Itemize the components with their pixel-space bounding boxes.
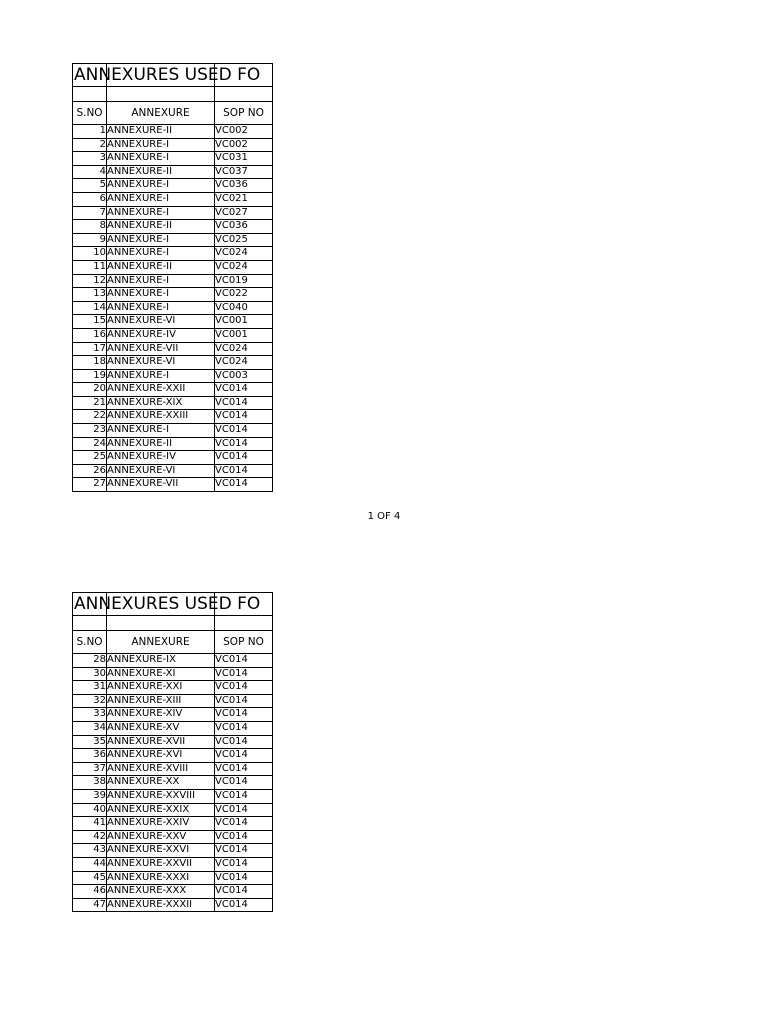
row-sop-no: VC014 bbox=[215, 749, 273, 763]
row-sop-no: VC014 bbox=[215, 735, 273, 749]
header-annexure: ANNEXURE bbox=[107, 631, 215, 654]
table-row bbox=[73, 328, 273, 342]
table-row bbox=[73, 694, 273, 708]
row-sop-no: VC014 bbox=[215, 694, 273, 708]
row-sno: 21 bbox=[73, 396, 107, 410]
row-sno: 24 bbox=[73, 437, 107, 451]
row-sop-no: VC031 bbox=[215, 152, 273, 166]
row-annexure: ANNEXURE-XIX bbox=[107, 396, 215, 410]
row-annexure: ANNEXURE-II bbox=[107, 125, 215, 139]
table-row bbox=[73, 437, 273, 451]
row-annexure: ANNEXURE-I bbox=[107, 179, 215, 193]
row-annexure: ANNEXURE-XXI bbox=[107, 681, 215, 695]
row-sno: 43 bbox=[73, 844, 107, 858]
row-sno: 35 bbox=[73, 735, 107, 749]
row-sno: 47 bbox=[73, 898, 107, 912]
row-sop-no: VC014 bbox=[215, 667, 273, 681]
table-row bbox=[73, 165, 273, 179]
row-annexure: ANNEXURE-XXV bbox=[107, 830, 215, 844]
row-sno: 8 bbox=[73, 220, 107, 234]
row-sop-no: VC036 bbox=[215, 179, 273, 193]
row-annexure: ANNEXURE-XI bbox=[107, 667, 215, 681]
table-row bbox=[73, 830, 273, 844]
table-row bbox=[73, 762, 273, 776]
table-row bbox=[73, 898, 273, 912]
table-body bbox=[73, 125, 273, 492]
row-sop-no: VC019 bbox=[215, 274, 273, 288]
table-row bbox=[73, 464, 273, 478]
row-sno: 1 bbox=[73, 125, 107, 139]
table-row bbox=[73, 356, 273, 370]
table-row bbox=[73, 274, 273, 288]
table-row bbox=[73, 396, 273, 410]
table-row bbox=[73, 206, 273, 220]
row-sop-no: VC014 bbox=[215, 437, 273, 451]
row-sno: 40 bbox=[73, 803, 107, 817]
row-sop-no: VC014 bbox=[215, 871, 273, 885]
row-sno: 25 bbox=[73, 451, 107, 465]
row-sop-no: VC014 bbox=[215, 410, 273, 424]
row-annexure: ANNEXURE-I bbox=[107, 301, 215, 315]
table-row bbox=[73, 667, 273, 681]
blank-cell bbox=[215, 87, 273, 102]
row-sop-no: VC014 bbox=[215, 464, 273, 478]
table-row bbox=[73, 342, 273, 356]
row-annexure: ANNEXURE-VI bbox=[107, 356, 215, 370]
header-sno: S.NO bbox=[73, 102, 107, 125]
table-row bbox=[73, 288, 273, 302]
row-annexure: ANNEXURE-XXVIII bbox=[107, 789, 215, 803]
table-row bbox=[73, 708, 273, 722]
row-annexure: ANNEXURE-XIV bbox=[107, 708, 215, 722]
table-row bbox=[73, 410, 273, 424]
table-row bbox=[73, 885, 273, 899]
row-annexure: ANNEXURE-VII bbox=[107, 478, 215, 492]
annexure-table-page-2 bbox=[72, 592, 272, 912]
row-sop-no: VC014 bbox=[215, 451, 273, 465]
row-sop-no: VC002 bbox=[215, 138, 273, 152]
row-sno: 44 bbox=[73, 857, 107, 871]
table-row bbox=[73, 152, 273, 166]
row-annexure: ANNEXURE-XXX bbox=[107, 885, 215, 899]
table-row bbox=[73, 233, 273, 247]
row-annexure: ANNEXURE-XXXII bbox=[107, 898, 215, 912]
row-sno: 33 bbox=[73, 708, 107, 722]
row-annexure: ANNEXURE-XV bbox=[107, 721, 215, 735]
header-row bbox=[73, 631, 273, 654]
table-row bbox=[73, 220, 273, 234]
blank-cell bbox=[107, 616, 215, 631]
title-cell-blank bbox=[107, 593, 215, 616]
row-sno: 31 bbox=[73, 681, 107, 695]
row-annexure: ANNEXURE-I bbox=[107, 424, 215, 438]
blank-cell bbox=[73, 87, 107, 102]
table-row bbox=[73, 301, 273, 315]
header-annexure: ANNEXURE bbox=[107, 102, 215, 125]
row-sop-no: VC014 bbox=[215, 898, 273, 912]
table-row bbox=[73, 803, 273, 817]
row-sop-no: VC027 bbox=[215, 206, 273, 220]
table-row bbox=[73, 844, 273, 858]
row-sno: 42 bbox=[73, 830, 107, 844]
row-sop-no: VC014 bbox=[215, 830, 273, 844]
row-annexure: ANNEXURE-XVII bbox=[107, 735, 215, 749]
row-sop-no: VC024 bbox=[215, 247, 273, 261]
row-sno: 13 bbox=[73, 288, 107, 302]
blank-cell bbox=[215, 616, 273, 631]
row-sop-no: VC014 bbox=[215, 817, 273, 831]
row-sno: 23 bbox=[73, 424, 107, 438]
row-sno: 4 bbox=[73, 165, 107, 179]
row-sno: 6 bbox=[73, 192, 107, 206]
blank-cell bbox=[73, 616, 107, 631]
title-cell-blank bbox=[215, 64, 273, 87]
table-row bbox=[73, 789, 273, 803]
row-annexure: ANNEXURE-II bbox=[107, 220, 215, 234]
row-sno: 22 bbox=[73, 410, 107, 424]
header-row bbox=[73, 102, 273, 125]
table-row bbox=[73, 817, 273, 831]
blank-row bbox=[73, 616, 273, 631]
table-row bbox=[73, 478, 273, 492]
table-row bbox=[73, 654, 273, 668]
row-annexure: ANNEXURE-VII bbox=[107, 342, 215, 356]
row-annexure: ANNEXURE-II bbox=[107, 165, 215, 179]
row-sno: 2 bbox=[73, 138, 107, 152]
row-sno: 20 bbox=[73, 383, 107, 397]
row-sno: 39 bbox=[73, 789, 107, 803]
row-annexure: ANNEXURE-XX bbox=[107, 776, 215, 790]
row-sno: 30 bbox=[73, 667, 107, 681]
row-sno: 10 bbox=[73, 247, 107, 261]
title-cell-blank bbox=[107, 64, 215, 87]
row-annexure: ANNEXURE-I bbox=[107, 152, 215, 166]
row-sno: 45 bbox=[73, 871, 107, 885]
row-sno: 14 bbox=[73, 301, 107, 315]
row-sno: 16 bbox=[73, 328, 107, 342]
row-sop-no: VC003 bbox=[215, 369, 273, 383]
table-row bbox=[73, 735, 273, 749]
row-annexure: ANNEXURE-XXVII bbox=[107, 857, 215, 871]
row-sno: 26 bbox=[73, 464, 107, 478]
table-row bbox=[73, 369, 273, 383]
table-row bbox=[73, 383, 273, 397]
row-sop-no: VC014 bbox=[215, 478, 273, 492]
row-sno: 38 bbox=[73, 776, 107, 790]
row-annexure: ANNEXURE-XXVI bbox=[107, 844, 215, 858]
table-row bbox=[73, 260, 273, 274]
row-sop-no: VC022 bbox=[215, 288, 273, 302]
blank-cell bbox=[107, 87, 215, 102]
annexure-table bbox=[72, 592, 273, 912]
row-sno: 46 bbox=[73, 885, 107, 899]
row-annexure: ANNEXURE-XIII bbox=[107, 694, 215, 708]
row-annexure: ANNEXURE-I bbox=[107, 192, 215, 206]
row-sno: 3 bbox=[73, 152, 107, 166]
row-annexure: ANNEXURE-VI bbox=[107, 464, 215, 478]
row-annexure: ANNEXURE-II bbox=[107, 260, 215, 274]
title-row bbox=[73, 64, 273, 87]
row-sno: 27 bbox=[73, 478, 107, 492]
row-sop-no: VC014 bbox=[215, 776, 273, 790]
row-sno: 18 bbox=[73, 356, 107, 370]
row-sop-no: VC036 bbox=[215, 220, 273, 234]
row-sno: 17 bbox=[73, 342, 107, 356]
row-sop-no: VC002 bbox=[215, 125, 273, 139]
header-sop-no: SOP NO bbox=[215, 102, 273, 125]
row-sno: 34 bbox=[73, 721, 107, 735]
table-row bbox=[73, 179, 273, 193]
table-body bbox=[73, 654, 273, 912]
row-sno: 12 bbox=[73, 274, 107, 288]
table-row bbox=[73, 721, 273, 735]
row-annexure: ANNEXURE-II bbox=[107, 437, 215, 451]
row-annexure: ANNEXURE-I bbox=[107, 288, 215, 302]
row-sop-no: VC014 bbox=[215, 844, 273, 858]
annexure-table-page-1 bbox=[72, 63, 272, 492]
table-row bbox=[73, 125, 273, 139]
row-annexure: ANNEXURE-IV bbox=[107, 451, 215, 465]
row-sop-no: VC014 bbox=[215, 396, 273, 410]
row-sop-no: VC025 bbox=[215, 233, 273, 247]
table-row bbox=[73, 871, 273, 885]
sheet-title: ANNEXURES USED FO bbox=[74, 65, 261, 85]
row-sno: 5 bbox=[73, 179, 107, 193]
row-sop-no: VC014 bbox=[215, 708, 273, 722]
row-sop-no: VC014 bbox=[215, 857, 273, 871]
row-sno: 41 bbox=[73, 817, 107, 831]
row-sno: 32 bbox=[73, 694, 107, 708]
row-annexure: ANNEXURE-XVIII bbox=[107, 762, 215, 776]
row-sno: 11 bbox=[73, 260, 107, 274]
title-cell-blank bbox=[215, 593, 273, 616]
row-sno: 15 bbox=[73, 315, 107, 329]
row-annexure: ANNEXURE-I bbox=[107, 274, 215, 288]
annexure-table bbox=[72, 63, 273, 492]
table-row bbox=[73, 424, 273, 438]
row-sno: 19 bbox=[73, 369, 107, 383]
row-sop-no: VC014 bbox=[215, 789, 273, 803]
table-row bbox=[73, 451, 273, 465]
row-annexure: ANNEXURE-XXXI bbox=[107, 871, 215, 885]
row-sop-no: VC014 bbox=[215, 762, 273, 776]
sheet-title: ANNEXURES USED FO bbox=[74, 594, 261, 614]
row-sop-no: VC021 bbox=[215, 192, 273, 206]
row-sop-no: VC014 bbox=[215, 654, 273, 668]
table-row bbox=[73, 192, 273, 206]
row-annexure: ANNEXURE-I bbox=[107, 138, 215, 152]
row-sop-no: VC014 bbox=[215, 721, 273, 735]
table-row bbox=[73, 315, 273, 329]
table-row bbox=[73, 749, 273, 763]
row-sop-no: VC014 bbox=[215, 803, 273, 817]
row-sop-no: VC014 bbox=[215, 383, 273, 397]
row-sno: 36 bbox=[73, 749, 107, 763]
row-sop-no: VC014 bbox=[215, 681, 273, 695]
row-sop-no: VC001 bbox=[215, 328, 273, 342]
row-sno: 7 bbox=[73, 206, 107, 220]
title-row bbox=[73, 593, 273, 616]
row-sop-no: VC024 bbox=[215, 342, 273, 356]
row-sno: 37 bbox=[73, 762, 107, 776]
table-row bbox=[73, 857, 273, 871]
row-annexure: ANNEXURE-I bbox=[107, 247, 215, 261]
row-annexure: ANNEXURE-IV bbox=[107, 328, 215, 342]
table-row bbox=[73, 138, 273, 152]
row-annexure: ANNEXURE-XXII bbox=[107, 383, 215, 397]
row-sop-no: VC024 bbox=[215, 356, 273, 370]
row-annexure: ANNEXURE-I bbox=[107, 369, 215, 383]
table-row bbox=[73, 247, 273, 261]
row-annexure: ANNEXURE-XXIII bbox=[107, 410, 215, 424]
title-cell bbox=[73, 64, 261, 87]
row-annexure: ANNEXURE-IX bbox=[107, 654, 215, 668]
row-sop-no: VC040 bbox=[215, 301, 273, 315]
row-annexure: ANNEXURE-I bbox=[107, 206, 215, 220]
row-sop-no: VC014 bbox=[215, 424, 273, 438]
row-sno: 9 bbox=[73, 233, 107, 247]
header-sop-no: SOP NO bbox=[215, 631, 273, 654]
table-row bbox=[73, 681, 273, 695]
blank-row bbox=[73, 87, 273, 102]
row-annexure: ANNEXURE-XXIV bbox=[107, 817, 215, 831]
row-sop-no: VC037 bbox=[215, 165, 273, 179]
page-number-label: 1 OF 4 bbox=[367, 511, 401, 522]
row-annexure: ANNEXURE-XXIX bbox=[107, 803, 215, 817]
header-sno: S.NO bbox=[73, 631, 107, 654]
row-annexure: ANNEXURE-I bbox=[107, 233, 215, 247]
row-sop-no: VC001 bbox=[215, 315, 273, 329]
row-annexure: ANNEXURE-VI bbox=[107, 315, 215, 329]
row-sop-no: VC024 bbox=[215, 260, 273, 274]
title-cell bbox=[73, 593, 261, 616]
row-sno: 28 bbox=[73, 654, 107, 668]
row-annexure: ANNEXURE-XVI bbox=[107, 749, 215, 763]
row-sop-no: VC014 bbox=[215, 885, 273, 899]
table-row bbox=[73, 776, 273, 790]
